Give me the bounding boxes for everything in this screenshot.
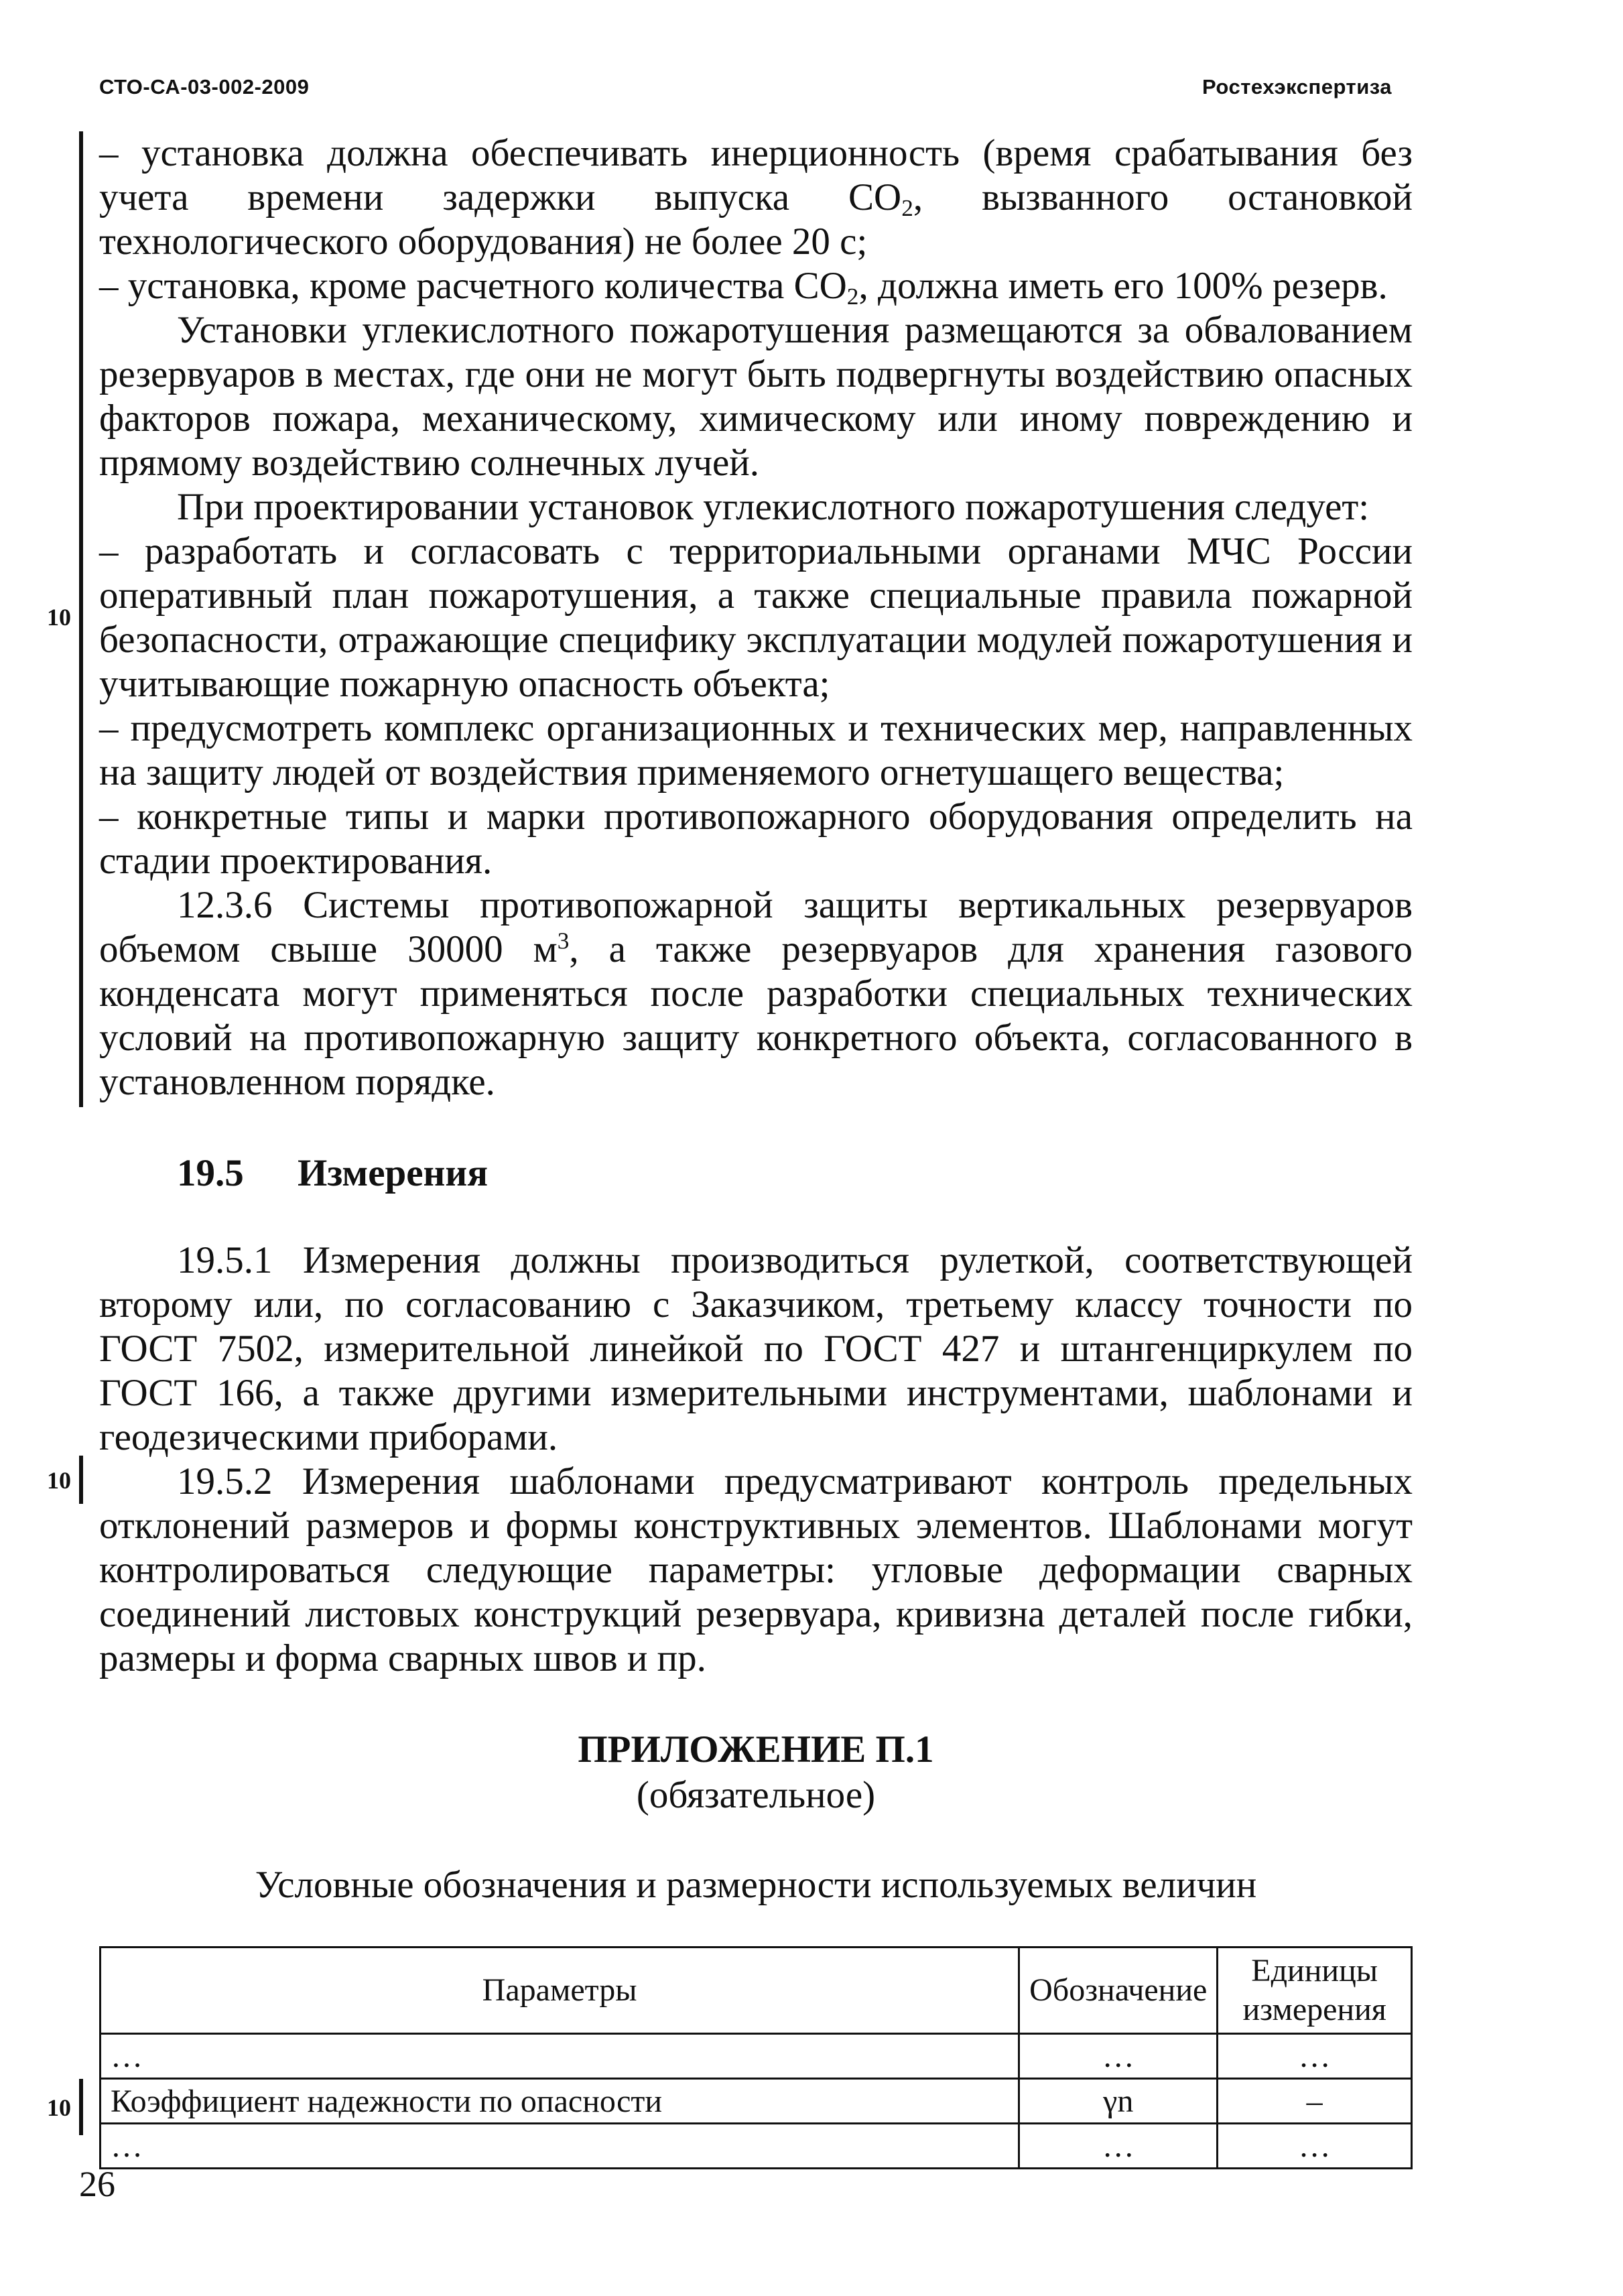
change-mark: 10 — [47, 604, 71, 631]
page-number: 26 — [79, 2164, 115, 2204]
paragraph: – установка должна обеспечивать инерционность (время срабатывания без учета времени задержки выпуска $СО_2$, вызванного остановкой технологического оборудования) не более 20 с; — [99, 132, 1413, 263]
list-item: – разработать и согласовать с территориальными органами МЧС России оперативный план пожаротушения, а также специальные правила пожарной безопасности, отражающие специфику эксплуатации модулей пожаротушения и учитывающие пожарную опасность объекта; — [99, 530, 1413, 705]
appendix-subtitle: (обязательное) — [636, 1774, 876, 1816]
table-cell: … — [101, 2034, 1019, 2079]
change-mark: 10 — [47, 1467, 71, 1494]
change-mark: 10 — [47, 2094, 71, 2121]
section-heading — [177, 1151, 488, 1195]
paragraph: При проектировании установок углекислотного пожаротушения следует: — [177, 486, 1370, 528]
symbols-table — [99, 1946, 1413, 2169]
table-cell: γn — [1019, 2079, 1218, 2124]
section-title: Измерения — [298, 1152, 489, 1194]
table-header-row — [101, 1948, 1412, 2034]
table-title: Условные обозначения и размерности используемых величин — [255, 1864, 1257, 1906]
table-row — [101, 2124, 1412, 2169]
change-bar — [79, 2079, 83, 2135]
table-cell: … — [1218, 2124, 1412, 2169]
header-organization: Ростехэкспертиза — [1202, 75, 1392, 99]
change-bar — [79, 131, 83, 1107]
body-text-block — [99, 1238, 1413, 1681]
list-item: – конкретные типы и марки противопожарного оборудования определить на стадии проектирования. — [99, 795, 1413, 882]
table-cell: … — [1019, 2034, 1218, 2079]
table-cell: … — [101, 2124, 1019, 2169]
table-cell: Коэффициент надежности по опасности — [101, 2079, 1019, 2124]
paragraph: – установка, кроме расчетного количества $СО_2$, должна иметь его 100% резерв. — [99, 265, 1388, 310]
table-cell: … — [1218, 2034, 1412, 2079]
paragraph: Установки углекислотного пожаротушения размещаются за обвалованием резервуаров в местах, где они не могут быть подвергнуты воздействию опасных факторов пожара, механическому, химическому или иному повреждению и прямому воздействию солнечных лучей. — [99, 309, 1413, 484]
table-row — [101, 2079, 1412, 2124]
table-cell: – — [1218, 2079, 1412, 2124]
header-document-code: СТО-СА-03-002-2009 — [99, 75, 310, 99]
column-header: Единицы измерения — [1218, 1948, 1412, 2034]
column-header: Обозначение — [1019, 1948, 1218, 2034]
paragraph: 19.5.1 Измерения должны производиться рулеткой, соответствующей второму или, по согласованию с Заказчиком, третьему классу точности по ГОСТ 7502, измерительной линейкой по ГОСТ 427 и штангенциркулем по ГОСТ 166, а также другими измерительными инструментами, шаблонами и геодезическими приборами. — [99, 1239, 1413, 1458]
list-item: – предусмотреть комплекс организационных и технических мер, направленных на защиту людей от воздействия применяемого огнетушащего вещества; — [99, 707, 1413, 793]
paragraph: 12.3.6 Системы противопожарной защиты вертикальных резервуаров объемом свыше 30000 $м^3$, а также резервуаров для хранения газового конденсата могут применяться после разработки специальных технических условий на противопожарную защиту конкретного объекта, согласованного в установленном порядке. — [99, 884, 1413, 1103]
column-header: Параметры — [101, 1948, 1019, 2034]
section-number: 19.5 — [177, 1152, 244, 1194]
paragraph: 19.5.2 Измерения шаблонами предусматривают контроль предельных отклонений размеров и формы конструктивных элементов. Шаблонами могут контролироваться следующие параметры: угловые деформации сварных соединений листовых конструкций резервуара, кривизна деталей после гибки, размеры и форма сварных швов и пр. — [99, 1460, 1413, 1679]
appendix-title: ПРИЛОЖЕНИЕ П.1 — [578, 1728, 934, 1771]
change-bar — [79, 1456, 83, 1504]
body-text-block — [99, 131, 1413, 1104]
table-cell: … — [1019, 2124, 1218, 2169]
table-row — [101, 2034, 1412, 2079]
